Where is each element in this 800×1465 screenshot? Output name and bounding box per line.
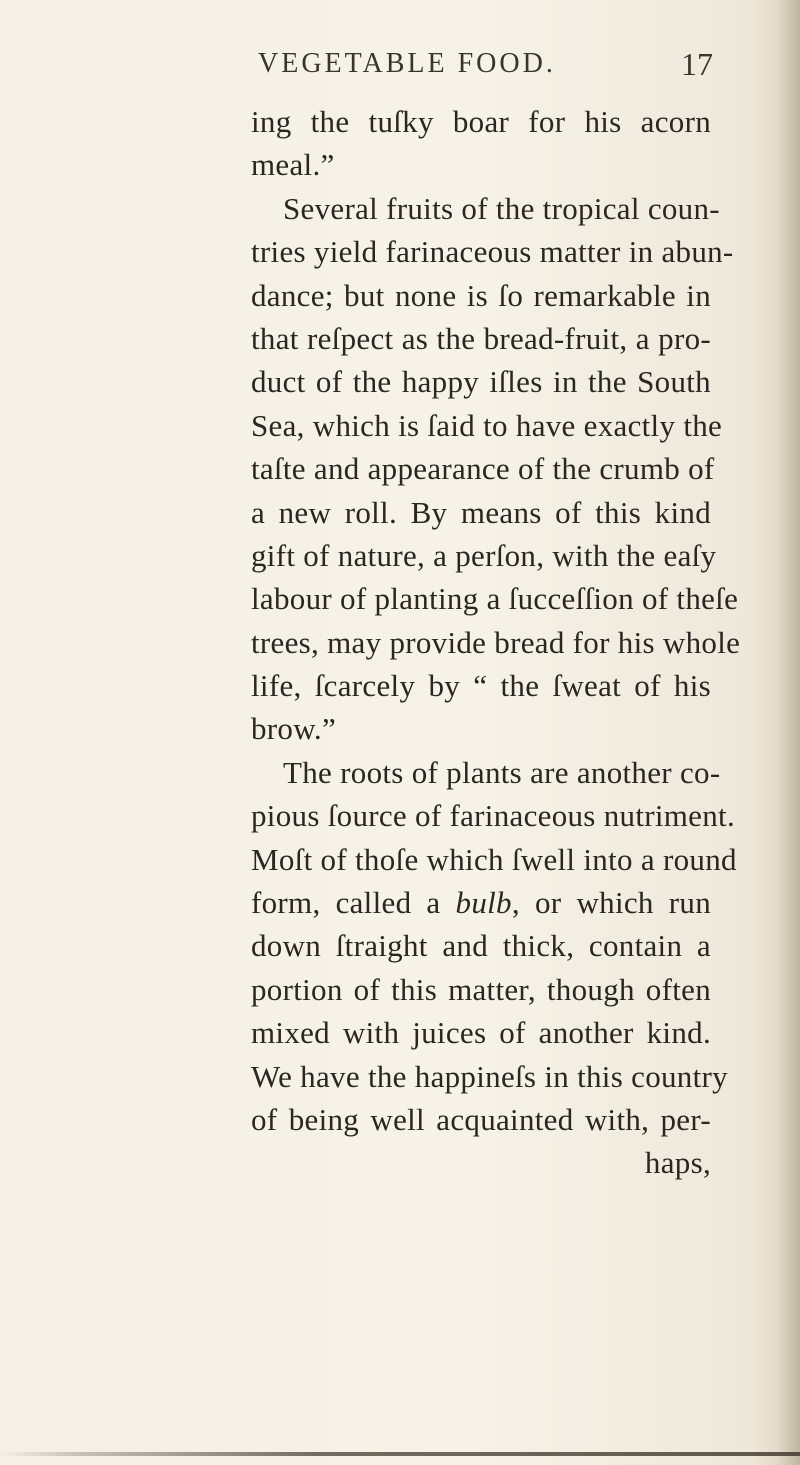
text-line: The roots of plants are another co- xyxy=(283,754,721,790)
bulb-italic-word: bulb xyxy=(455,885,512,921)
running-head-title: VEGETABLE FOOD. xyxy=(258,48,556,79)
page-number: 17 xyxy=(681,46,713,82)
catchword: haps, xyxy=(644,1145,711,1181)
text-line: down ſtraight and thick, contain a xyxy=(251,928,711,964)
text-line: trees, may provide bread for his whole xyxy=(251,624,741,660)
text-line: meal.” xyxy=(251,147,335,183)
text-line: taſte and appearance of the crumb of xyxy=(251,451,715,487)
text-line: tries yield farinaceous matter in abun- xyxy=(251,234,734,270)
text-line: dance; but none is ſo remarkable in xyxy=(251,277,711,313)
bulb-line-after: , or which run xyxy=(511,885,711,921)
text-line: of being well acquainted with, per- xyxy=(251,1101,711,1137)
text-line-bulb xyxy=(251,881,711,924)
text-line: mixed with juices of another kind. xyxy=(251,1015,711,1051)
text-line: Sea, which is ſaid to have exactly the xyxy=(251,407,723,443)
running-head xyxy=(258,48,718,88)
text-line: ing the tuſky boar for his acorn xyxy=(251,104,711,139)
text-line: Moſt of thoſe which ſwell into a round xyxy=(251,841,737,877)
text-line: Several fruits of the tropical coun- xyxy=(283,190,720,226)
text-line: labour of planting a ſucceſſion of theſe xyxy=(251,581,739,617)
text-line: gift of nature, a perſon, with the eaſy xyxy=(251,537,717,573)
page-edge-shadow xyxy=(778,0,800,1465)
bulb-line-before: form, called a xyxy=(251,885,456,921)
text-line: a new roll. By means of this kind xyxy=(251,494,711,530)
text-line: pious ſource of farinaceous nutriment. xyxy=(251,798,735,834)
text-line: brow.” xyxy=(251,711,337,747)
text-line: that reſpect as the bread-fruit, a pro- xyxy=(251,320,711,356)
text-line: duct of the happy iſles in the South xyxy=(251,364,711,400)
bottom-rule xyxy=(0,1452,800,1456)
body-text xyxy=(251,100,741,1185)
text-line: portion of this matter, though often xyxy=(251,971,711,1007)
text-line: life, ſcarcely by “ the ſweat of his xyxy=(251,668,711,704)
text-line: We have the happineſs in this country xyxy=(251,1058,728,1094)
